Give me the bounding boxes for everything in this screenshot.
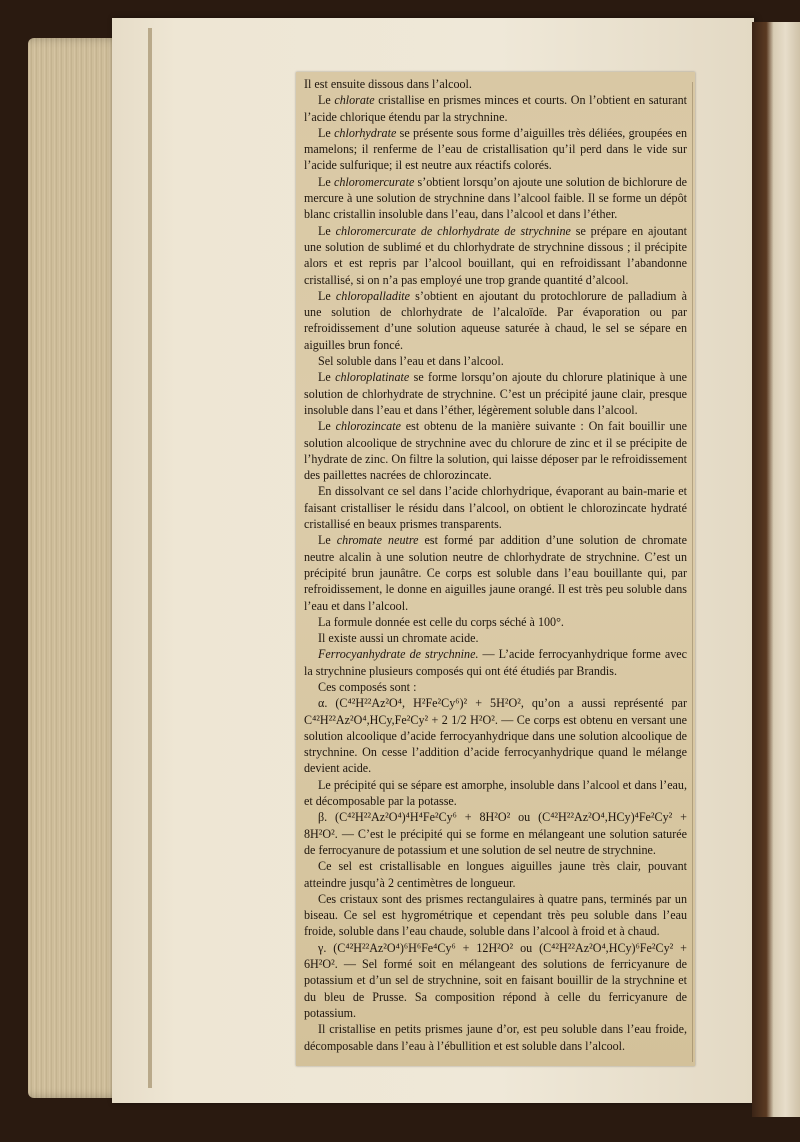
text-run: Ces composés sont :: [318, 679, 417, 694]
text-run: γ. (C⁴²H²²Az²O⁴)⁶H⁶Fe⁴Cy⁶ + 12H²O² ou (C⁴²H²²Az²O⁴,HCy)⁶Fe²Cy² + 6H²O². — Sel formé soit en mélangeant des solutions de ferricyanure de potassium et d’un sel de strychnine, soit en faisant bouillir de la strychnine et du bleu de Prusse. Sa composition répond à celle du ferricyanure de potassium.: [304, 940, 687, 1020]
text-paragraph: [304, 809, 687, 858]
text-run: Le: [318, 125, 335, 140]
text-paragraph: [304, 891, 687, 940]
text-paragraph: [304, 418, 687, 483]
text-run: Ces cristaux sont des prismes rectangulaires à quatre pans, terminés par un biseau. Ce sel est hygrométrique et cependant très peu soluble dans l’eau froide, soluble dans l’eau chaude, soluble dans l’alcool à froid et à chaud.: [304, 891, 687, 939]
text-paragraph: [304, 777, 687, 810]
text-paragraph: [304, 76, 687, 92]
text-run: α. (C⁴²H²²Az²O⁴, H²Fe²Cy⁶)² + 5H²O², qu’on a aussi représenté par C⁴²H²²Az²O⁴,HCy,Fe²Cy² + 2 1/2 H²O². — Ce corps est obtenu en versant une solution alcoolique d’acide ferrocyanhydrique dans une solution alcoolique de strychnine. On cesse l’addition d’acide ferrocyanhydrique quand le mélange devient acide.: [304, 696, 687, 776]
text-run: Ce sel est cristallisable en longues aiguilles jaune très clair, pouvant atteindre jusqu’à 2 centimètres de longueur.: [304, 859, 687, 890]
text-run: Le: [318, 174, 334, 189]
text-paragraph: [304, 353, 687, 369]
text-run: cristallise en prismes minces et courts. On l’obtient en saturant l’acide chlorique étendu par la strychnine.: [304, 93, 687, 124]
text-paragraph: [304, 174, 687, 223]
italic-term: Ferrocyanhydrate de strychnine.: [318, 647, 479, 662]
text-run: se présente sous forme d’aiguilles très déliées, groupées en mamelons; il renferme de l’eau de cristallisation qu’il perd dans le vide sur l’acide sulfurique; il est neutre aux réactifs colorés.: [304, 125, 687, 173]
italic-term: chloromercurate: [333, 174, 415, 189]
text-run: Le: [318, 533, 337, 548]
text-paragraph: [304, 532, 687, 613]
text-paragraph: [304, 369, 687, 418]
text-run: Le: [318, 93, 335, 108]
text-run: Sel soluble dans l’eau et dans l’alcool.: [318, 354, 504, 369]
text-paragraph: [304, 858, 687, 891]
italic-term: chloropalladite: [335, 288, 411, 303]
clipping-fold-line: [692, 82, 693, 1062]
text-run: — L’acide ferrocyanhydrique forme avec la strychnine plusieurs composés qui ont été étudiés par Brandis.: [304, 647, 687, 678]
text-run: s’obtient en ajoutant du protochlorure de palladium à une solution de chlorhydrate de l’alcaloïde. Par évaporation ou par refroidissement d’une solution aqueuse saturée à chaud, le sel se sépare en aiguilles brun foncé.: [304, 288, 687, 352]
text-run: Il est ensuite dissous dans l’alcool.: [304, 77, 472, 91]
text-paragraph: [304, 614, 687, 630]
text-run: Il existe aussi un chromate acide.: [318, 631, 479, 646]
text-run: s’obtient lorsqu’on ajoute une solution de bichlorure de mercure à une solution de strychnine dans l’alcool faible. Il se forme un dépôt blanc cristallin insoluble dans l’eau, dans l’alcool et dans l’éther.: [304, 174, 687, 222]
pasted-text-clipping: [296, 72, 695, 1066]
text-run: β. (C⁴²H²²Az²O⁴)⁴H⁴Fe²Cy⁶ + 8H²O² ou (C⁴²H²²Az²O⁴,HCy)⁴Fe²Cy² + 8H²O². — C’est le précipité qui se forme en mélangeant une solution saturée de ferrocyanure de potassium et une solution de sel neutre de strychnine.: [304, 810, 687, 857]
facing-page-edge: [752, 22, 800, 1117]
text-paragraph: [304, 940, 687, 1021]
text-paragraph: [304, 223, 687, 288]
italic-term: chlorate: [334, 93, 375, 108]
text-run: En dissolvant ce sel dans l’acide chlorhydrique, évaporant au bain-marie et faisant cristalliser le résidu dans l’alcool, on obtient le chlorozincate hydraté cristallisé en beaux prismes transparents.: [304, 484, 687, 532]
italic-term: chloromercurate de chlorhydrate de strychnine: [335, 223, 571, 238]
text-run: La formule donnée est celle du corps séché à 100°.: [318, 614, 564, 629]
text-run: Le: [318, 370, 336, 385]
text-paragraph: [304, 679, 687, 695]
text-run: Le: [318, 419, 336, 434]
text-run: est formé par addition d’une solution de chromate neutre alcalin à une solution neutre de chlorhydrate de strychnine. C’est un précipité brun jaunâtre. Ce corps est soluble dans l’eau bouillante qui, par refroidissement, le donne en aiguilles jaune orangé. Il est très peu soluble dans l’eau et dans l’alcool.: [304, 533, 687, 613]
text-paragraph: [304, 630, 687, 646]
italic-term: chloroplatinate: [335, 370, 410, 385]
text-paragraph: [304, 695, 687, 776]
text-run: se forme lorsqu’on ajoute du chlorure platinique à une solution de chlorhydrate de strychnine. C’est un précipité jaune clair, presque insoluble dans l’eau et dans l’éther, légèrement soluble dans l’alcool.: [304, 370, 687, 417]
page-border-line: [148, 28, 152, 1088]
text-paragraph: [304, 646, 687, 679]
text-paragraph: [304, 92, 687, 125]
italic-term: chlorhydrate: [334, 125, 397, 140]
text-run: Le précipité qui se sépare est amorphe, insoluble dans l’alcool et dans l’eau, et décomposable par la potasse.: [304, 777, 687, 809]
text-paragraph: [304, 483, 687, 532]
text-run: Le: [318, 223, 336, 238]
italic-term: chlorozincate: [335, 419, 401, 434]
text-paragraph: [304, 1021, 687, 1054]
text-run: Il cristallise en petits prismes jaune d’or, est peu soluble dans l’eau froide, décomposable dans l’eau à l’ébullition et est soluble dans l’alcool.: [304, 1022, 687, 1053]
text-run: est obtenu de la manière suivante : On fait bouillir une solution alcoolique de strychnine avec du chlorure de zinc et il se précipite de l’hydrate de zinc. On filtre la solution, qui laisse déposer par le refroidissement des paillettes nacrées de chlorozincate.: [304, 419, 687, 483]
text-paragraph: [304, 125, 687, 174]
text-run: se prépare en ajoutant une solution de sublimé et du chlorhydrate de strychnine dissous ; il précipite alors et est repris par l’alcool bouillant, qui en refroidissant l’abandonne cristallisé, si on n’a pas employé une trop grande quantité d’alcool.: [304, 223, 688, 287]
text-run: Le: [318, 288, 336, 303]
italic-term: chromate neutre: [336, 533, 419, 548]
text-paragraph: [304, 288, 687, 353]
